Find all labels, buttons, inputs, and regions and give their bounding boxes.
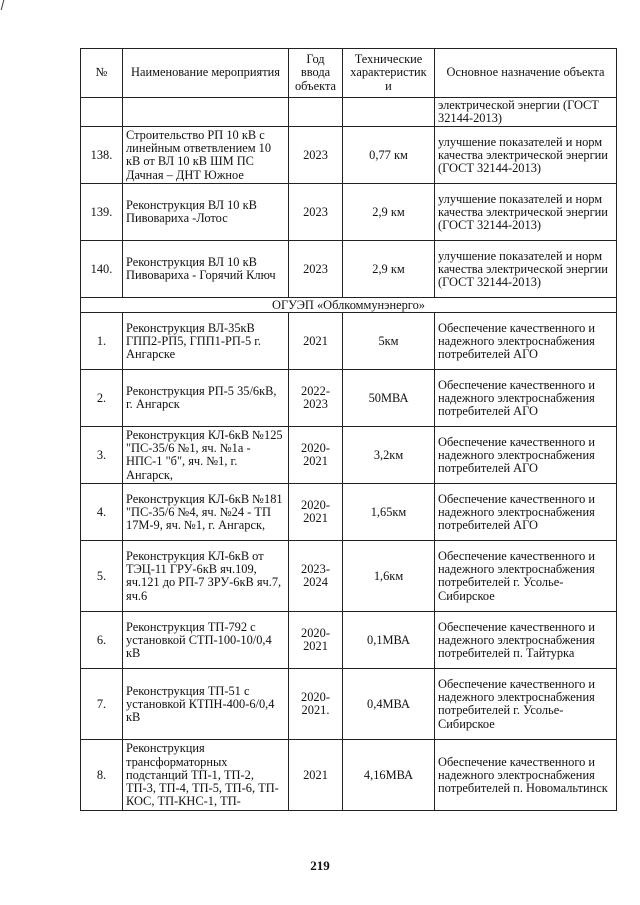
row-tech: 2,9 км xyxy=(343,184,435,241)
row-purpose: Обеспечение качественного и надежного электроснабжения потребителей АГО xyxy=(435,313,617,370)
measures-table xyxy=(80,48,617,811)
row-purpose: Обеспечение качественного и надежного электроснабжения потребителей п. Тайтурка xyxy=(435,612,617,669)
row-year: 2021 xyxy=(289,740,343,811)
table-row xyxy=(81,241,617,298)
row-purpose: Обеспечение качественного и надежного электроснабжения потребителей АГО xyxy=(435,427,617,484)
header-name: Наименование мероприятия xyxy=(123,49,289,98)
page-number: 219 xyxy=(310,858,330,873)
row-tech: 1,65км xyxy=(343,484,435,541)
row-tech xyxy=(343,98,435,127)
row-year: 2020-2021 xyxy=(289,484,343,541)
row-year: 2023 xyxy=(289,127,343,184)
table-row xyxy=(81,127,617,184)
row-name: Реконструкция КЛ-6кВ №125 "ПС-35/6 №1, яч. №1а - НПС-1 "б", яч. №1, г. Ангарск, xyxy=(123,427,289,484)
corner-scan-mark xyxy=(1,0,11,10)
table-row xyxy=(81,313,617,370)
row-name: Строительство РП 10 кВ с линейным ответвлением 10 кВ от ВЛ 10 кВ ШМ ПС Дачная – ДНТ Южное xyxy=(123,127,289,184)
header-tech: Технические характеристик и xyxy=(343,49,435,98)
row-year: 2023 xyxy=(289,241,343,298)
row-purpose: Обеспечение качественного и надежного электроснабжения потребителей г. Усолье-Сибирское xyxy=(435,669,617,740)
row-purpose: улучшение показателей и норм качества электрической энергии (ГОСТ 32144-2013) xyxy=(435,184,617,241)
table-row xyxy=(81,98,617,127)
row-number: 1. xyxy=(81,313,123,370)
row-number: 6. xyxy=(81,612,123,669)
row-year: 2023 xyxy=(289,184,343,241)
header-year: Год ввода объекта xyxy=(289,49,343,98)
row-purpose: электрической энергии (ГОСТ 32144-2013) xyxy=(435,98,617,127)
row-tech: 50МВА xyxy=(343,370,435,427)
row-name: Реконструкция ВЛ-35кВ ГПП2-РП5, ГПП1-РП-5 г. Ангарске xyxy=(123,313,289,370)
row-year: 2020-2021 xyxy=(289,612,343,669)
table-row xyxy=(81,740,617,811)
table-row xyxy=(81,541,617,612)
row-name: Реконструкция КЛ-6кВ №181 "ПС-35/6 №4, яч. №24 - ТП 17М-9, яч. №1, г. Ангарск, xyxy=(123,484,289,541)
table-row xyxy=(81,484,617,541)
row-number: 7. xyxy=(81,669,123,740)
row-year xyxy=(289,98,343,127)
row-purpose: улучшение показателей и норм качества электрической энергии (ГОСТ 32144-2013) xyxy=(435,127,617,184)
row-number: 3. xyxy=(81,427,123,484)
row-number: 140. xyxy=(81,241,123,298)
row-tech: 4,16МВА xyxy=(343,740,435,811)
row-name: Реконструкция ВЛ 10 кВ Пивовариха - Горячий Ключ xyxy=(123,241,289,298)
row-name: Реконструкция трансформаторных подстанций ТП-1, ТП-2, ТП-3, ТП-4, ТП-5, ТП-6, ТП-КОС, ТП-КНС-1, ТП- xyxy=(123,740,289,811)
row-year: 2023-2024 xyxy=(289,541,343,612)
row-purpose: Обеспечение качественного и надежного электроснабжения потребителей АГО xyxy=(435,370,617,427)
table-row xyxy=(81,184,617,241)
row-name: Реконструкция ВЛ 10 кВ Пивовариха -Лотос xyxy=(123,184,289,241)
row-tech: 5км xyxy=(343,313,435,370)
row-number: 2. xyxy=(81,370,123,427)
row-number: 8. xyxy=(81,740,123,811)
section-title: ОГУЭП «Облкоммунэнерго» xyxy=(81,298,617,313)
row-number: 4. xyxy=(81,484,123,541)
row-year: 2020-2021 xyxy=(289,427,343,484)
row-name: Реконструкция ТП-51 с установкой КТПН-400-6/0,4 кВ xyxy=(123,669,289,740)
row-number xyxy=(81,98,123,127)
row-tech: 1,6км xyxy=(343,541,435,612)
row-number: 5. xyxy=(81,541,123,612)
row-number: 138. xyxy=(81,127,123,184)
header-num: № xyxy=(81,49,123,98)
row-name: Реконструкция ТП-792 с установкой СТП-100-10/0,4 кВ xyxy=(123,612,289,669)
row-year: 2020-2021. xyxy=(289,669,343,740)
row-name: Реконструкция РП-5 35/6кВ, г. Ангарск xyxy=(123,370,289,427)
row-purpose: Обеспечение качественного и надежного электроснабжения потребителей п. Новомальтинск xyxy=(435,740,617,811)
table-row xyxy=(81,669,617,740)
table-row xyxy=(81,427,617,484)
row-name: Реконструкция КЛ-6кВ от ТЭЦ-11 ГРУ-6кВ яч.109, яч.121 до РП-7 ЗРУ-6кВ яч.7, яч.6 xyxy=(123,541,289,612)
table-row xyxy=(81,370,617,427)
header-purpose: Основное назначение объекта xyxy=(435,49,617,98)
row-purpose: Обеспечение качественного и надежного электроснабжения потребителей г. Усолье-Сибирское xyxy=(435,541,617,612)
row-tech: 3,2км xyxy=(343,427,435,484)
table-row xyxy=(81,612,617,669)
row-tech: 0,77 км xyxy=(343,127,435,184)
row-number: 139. xyxy=(81,184,123,241)
row-tech: 0,1МВА xyxy=(343,612,435,669)
row-year: 2022-2023 xyxy=(289,370,343,427)
row-name xyxy=(123,98,289,127)
row-tech: 2,9 км xyxy=(343,241,435,298)
row-tech: 0,4МВА xyxy=(343,669,435,740)
section-row xyxy=(81,298,617,313)
table-header-row xyxy=(81,49,617,98)
row-purpose: Обеспечение качественного и надежного электроснабжения потребителей АГО xyxy=(435,484,617,541)
row-purpose: улучшение показателей и норм качества электрической энергии (ГОСТ 32144-2013) xyxy=(435,241,617,298)
row-year: 2021 xyxy=(289,313,343,370)
